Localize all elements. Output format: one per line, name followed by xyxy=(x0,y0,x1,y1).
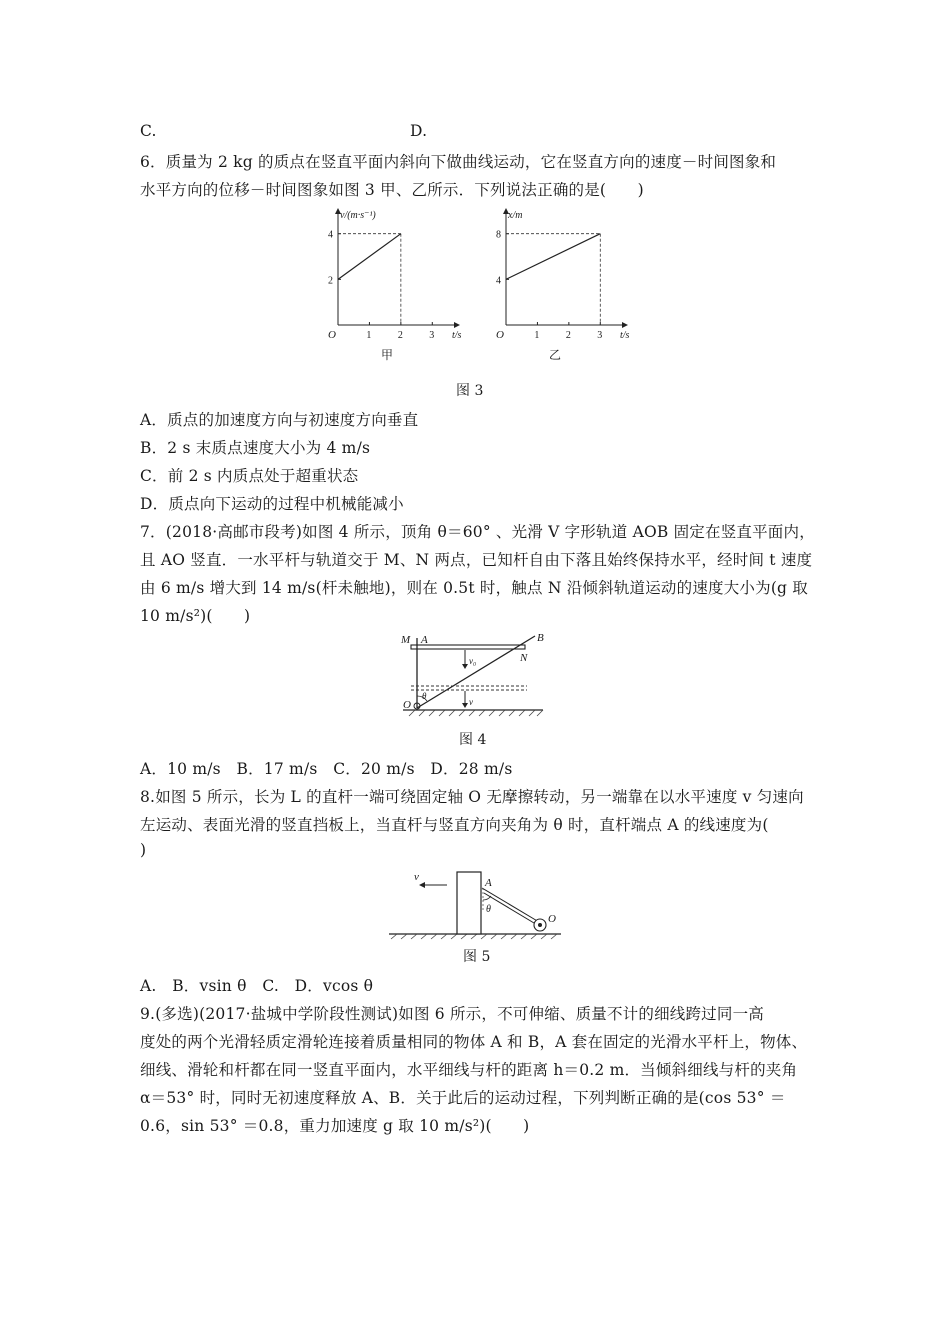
q7-stem-line-4: 10 m/s²)( ) xyxy=(140,607,251,625)
fig4-label-o: O xyxy=(403,699,411,711)
q6-stem-line-2: 水平方向的位移－时间图象如图 3 甲、乙所示．下列说法正确的是( ) xyxy=(140,181,644,199)
fig4-label-v0: v₀ xyxy=(469,656,477,666)
x-tick-label: 1 xyxy=(534,330,540,341)
origin-label: O xyxy=(496,329,504,341)
q8-stem-line-3: ) xyxy=(140,841,147,859)
q9-stem-line-2: 度处的两个光滑轻质定滑轮连接着质量相同的物体 A 和 B，A 套在固定的光滑水平杆上，物体、 xyxy=(140,1033,808,1051)
q7-options: A．10 m/s B．17 m/s C．20 m/s D．28 m/s xyxy=(140,760,513,778)
figure-4-diagram xyxy=(395,628,555,718)
fig4-label-b: B xyxy=(537,632,544,644)
q9-stem-line-1: 9.(多选)(2017·盐城中学阶段性测试)如图 6 所示，不可伸缩、质量不计的细线跨过同一高 xyxy=(140,1005,764,1023)
fig4-label-n: N xyxy=(520,652,528,664)
figure-5-diagram xyxy=(385,866,565,940)
figure-5-caption: 图 5 xyxy=(463,949,491,965)
q6-option-d: D．质点向下运动的过程中机械能减小 xyxy=(140,495,404,513)
x-tick-label: 3 xyxy=(429,330,435,341)
x-axis-label: t/s xyxy=(620,330,630,341)
y-axis-label: x/m xyxy=(508,210,523,221)
q6-stem-line-1: 6．质量为 2 kg 的质点在竖直平面内斜向下做曲线运动，它在竖直方向的速度－时间图象和 xyxy=(140,153,777,171)
q9-stem-line-3: 细线、滑轮和杆都在同一竖直平面内，水平细线与杆的距离 h＝0.2 m．当倾斜细线与杆的夹角 xyxy=(140,1061,798,1079)
x-tick-label: 3 xyxy=(597,330,603,341)
figure-4-caption: 图 4 xyxy=(459,732,487,748)
x-axis-arrow xyxy=(622,322,628,328)
figure-3-caption: 图 3 xyxy=(456,383,484,399)
q6-option-a: A．质点的加速度方向与初速度方向垂直 xyxy=(140,411,419,429)
q7-stem-line-2: 且 AO 竖直．一水平杆与轨道交于 M、N 两点，已知杆自由下落且始终保持水平，经时间 t 速度 xyxy=(140,551,813,569)
fig5-label-o: O xyxy=(548,913,556,925)
q9-stem-line-4: α＝53° 时，同时无初速度释放 A、B．关于此后的运动过程，下列判断正确的是(cos 53° ＝ xyxy=(140,1089,786,1107)
q6-option-c: C．前 2 s 内质点处于超重状态 xyxy=(140,467,359,485)
fig4-label-a: A xyxy=(421,634,428,646)
figure-3-chart-yi xyxy=(478,205,638,375)
y-tick-label: 4 xyxy=(328,229,333,241)
chart-title: 乙 xyxy=(549,348,562,362)
y-axis-label: v/(m·s⁻¹) xyxy=(340,210,376,221)
q8-options: A. B．vsin θ C. D．vcos θ xyxy=(140,977,374,995)
x-tick-label: 2 xyxy=(397,330,403,341)
q8-stem-line-1: 8.如图 5 所示，长为 L 的直杆一端可绕固定轴 O 无摩擦转动，另一端靠在以水平速度 v 匀速向 xyxy=(140,788,804,806)
y-tick-label: 2 xyxy=(328,275,333,287)
q7-stem-line-3: 由 6 m/s 增大到 14 m/s(杆未触地)，则在 0.5t 时，触点 N 沿倾斜轨道运动的速度大小为(g 取 xyxy=(140,579,809,597)
fig5-label-theta: θ xyxy=(486,904,491,915)
data-line xyxy=(338,234,401,280)
fig4-label-v: v xyxy=(469,697,473,707)
x-axis-label: t/s xyxy=(452,330,462,341)
y-tick-label: 4 xyxy=(496,275,501,287)
q8-stem-line-2: 左运动、表面光滑的竖直挡板上，当直杆与竖直方向夹角为 θ 时，直杆端点 A 的线速度为( xyxy=(140,816,769,834)
chart-title: 甲 xyxy=(381,348,394,362)
x-tick-label: 2 xyxy=(565,330,571,341)
origin-label: O xyxy=(328,329,336,341)
q6-option-b: B．2 s 末质点速度大小为 4 m/s xyxy=(140,439,371,457)
figure-3-chart-jia xyxy=(310,205,470,375)
fig5-label-v: v xyxy=(414,871,419,883)
y-tick-label: 8 xyxy=(496,229,501,241)
q5-option-d: D. xyxy=(410,122,428,140)
fig4-label-m: M xyxy=(401,634,411,646)
x-tick-label: 1 xyxy=(366,330,372,341)
q5-option-c: C. xyxy=(140,122,157,140)
x-axis-arrow xyxy=(454,322,460,328)
fig4-label-theta: θ xyxy=(422,691,427,701)
q9-stem-line-5: 0.6，sin 53° ＝0.8，重力加速度 g 取 10 m/s²)( ) xyxy=(140,1117,530,1135)
data-line xyxy=(506,234,600,280)
fig5-label-a: A xyxy=(485,877,492,889)
q7-stem-line-1: 7．(2018·高邮市段考)如图 4 所示，顶角 θ＝60° 、光滑 V 字形轨道 AOB 固定在竖直平面内， xyxy=(140,523,815,541)
